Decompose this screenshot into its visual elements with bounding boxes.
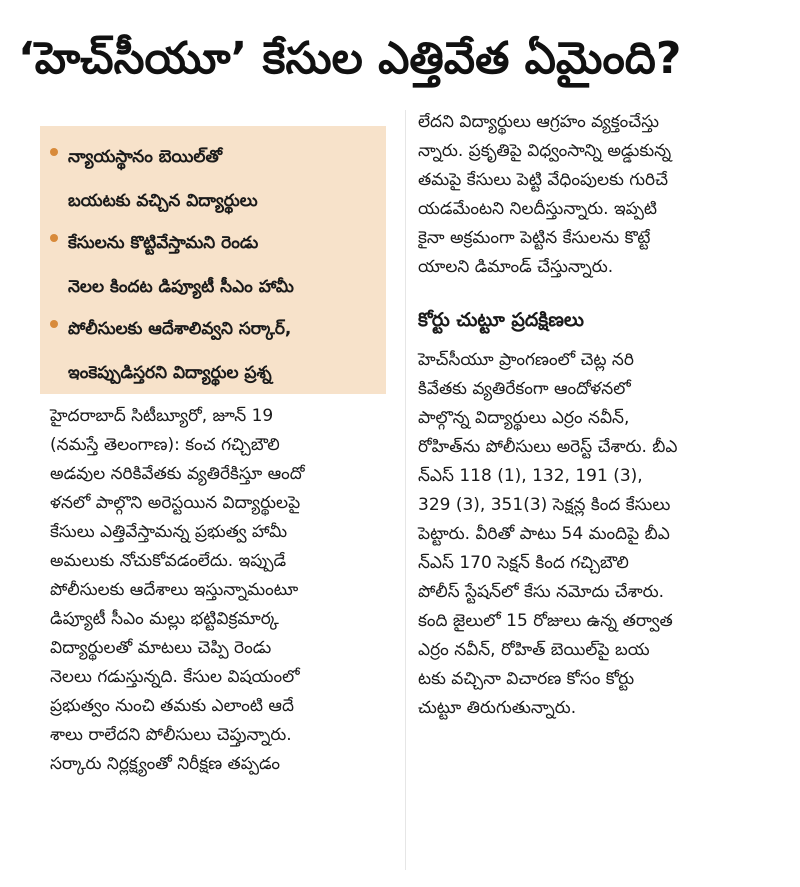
body-line: తమపై కేసులు పెట్టి వేధింపులకు గురిచే: [418, 170, 669, 190]
bullet-icon: [50, 320, 58, 328]
body-line: ఎర్రం నవీన్‌, రోహిత్‌ బెయిల్‌పై బయ: [418, 640, 650, 660]
body-line: సర్కారు నిర్లక్ష్యంతో నిరీక్షణ తప్పడం: [50, 754, 280, 774]
body-line: యడమేంటని నిలదీస్తున్నారు. ఇప్పటి: [418, 199, 658, 219]
body-line: టకు వచ్చినా విచారణ కోసం కోర్టు: [418, 669, 635, 689]
body-line: చుట్టూ తిరుగుతున్నారు.: [418, 698, 577, 718]
body-line: విద్యార్థులతో మాటలు చెప్పి రెండు: [50, 638, 272, 658]
body-line: హైదరాబాద్‌ సిటీబ్యూరో, జూన్‌ 19: [50, 406, 274, 426]
highlight-line: ఇంకెప్పుడిస్తరని విద్యార్థుల ప్రశ్న: [68, 363, 272, 383]
body-line: ప్రభుత్వం నుంచి తమకు ఎలాంటి ఆదే: [50, 696, 294, 716]
left-column: [50, 402, 402, 779]
headline: ‘హెచ్‌సీయూ’ కేసుల ఎత్తివేత ఏమైంది?: [18, 33, 682, 84]
highlight-line: నెలల కిందట డిప్యూటీ సీఎం హామీ: [68, 277, 294, 297]
body-line: కివేతకు వ్యతిరేకంగా ఆందోళనలో: [418, 379, 631, 399]
body-line: పోలీసులకు ఆదేశాలు ఇస్తున్నామంటూ: [50, 580, 299, 600]
body-line: పెట్టారు. వీరితో పాటు 54 మందిపై బీఎ: [418, 524, 670, 544]
highlight-item: [50, 314, 380, 402]
body-line: హెచ్‌సీయూ ప్రాంగణంలో చెట్ల నరి: [418, 350, 634, 370]
body-line: న్‌ఎస్‌ 170 సెక్షన్‌ కింద గచ్చిబౌలి: [418, 553, 629, 573]
body-line: ళనలో పాల్గొని అరెస్టయిన విద్యార్థులపై: [50, 493, 301, 513]
body-line: 329 (3), 351(3) సెక్షన్ల కింద కేసులు: [418, 495, 671, 515]
body-line: అమలుకు నోచుకోవడంలేదు. ఇప్పుడే: [50, 551, 287, 571]
highlight-item: [50, 228, 380, 316]
highlight-item: [50, 142, 380, 230]
subheading: కోర్టు చుట్టూ ప్రదక్షిణలు: [418, 309, 584, 331]
body-line: న్‌ఎస్‌ 118 (1), 132, 191 (3),: [418, 466, 643, 486]
highlight-line: కేసులను కొట్టివేస్తామని రెండు: [68, 233, 259, 253]
body-line: డిప్యూటీ సీఎం మల్లు భట్టివిక్రమార్క: [50, 609, 279, 629]
highlight-line: న్యాయస్థానం బెయిల్‌తో: [68, 147, 223, 167]
body-line: కంది జైలులో 15 రోజులు ఉన్న తర్వాత: [418, 611, 673, 631]
bullet-icon: [50, 234, 58, 242]
body-line: కేసులు ఎత్తివేస్తామన్న ప్రభుత్వ హామీ: [50, 522, 288, 542]
highlight-line: పోలీసులకు ఆదేశాలివ్వని సర్కార్‌,: [68, 319, 292, 339]
body-line: లేదని విద్యార్థులు ఆగ్రహం వ్యక్తంచేస్తు: [418, 112, 660, 132]
column-divider: [405, 110, 406, 870]
highlight-line: బయటకు వచ్చిన విద్యార్థులు: [68, 191, 258, 211]
body-line: పాల్గొన్న విద్యార్థులు ఎర్రం నవీన్‌,: [418, 408, 630, 428]
body-line: (నమస్తే తెలంగాణ): కంచ గచ్చిబౌలి: [50, 435, 280, 455]
highlights-box: [40, 126, 386, 394]
body-line: కైనా అక్రమంగా పెట్టిన కేసులను కొట్టే: [418, 228, 651, 248]
right-column: [418, 108, 780, 723]
body-line: అడవుల నరికివేతకు వ్యతిరేకిస్తూ ఆందో: [50, 464, 305, 484]
body-line: న్నారు. ప్రకృతిపై విధ్వంసాన్ని అడ్డుకున్న: [418, 141, 672, 161]
body-line: శాలు రాలేదని పోలీసులు చెప్తున్నారు.: [50, 725, 292, 745]
body-line: యాలని డిమాండ్‌ చేస్తున్నారు.: [418, 257, 614, 277]
body-line: పోలీస్‌ స్టేషన్‌లో కేసు నమోదు చేశారు.: [418, 582, 665, 602]
bullet-icon: [50, 148, 58, 156]
body-line: నెలలు గడుస్తున్నది. కేసుల విషయంలో: [50, 667, 300, 687]
body-line: రోహిత్‌ను పోలీసులు అరెస్ట్‌ చేశారు. బీఎ: [418, 437, 678, 457]
